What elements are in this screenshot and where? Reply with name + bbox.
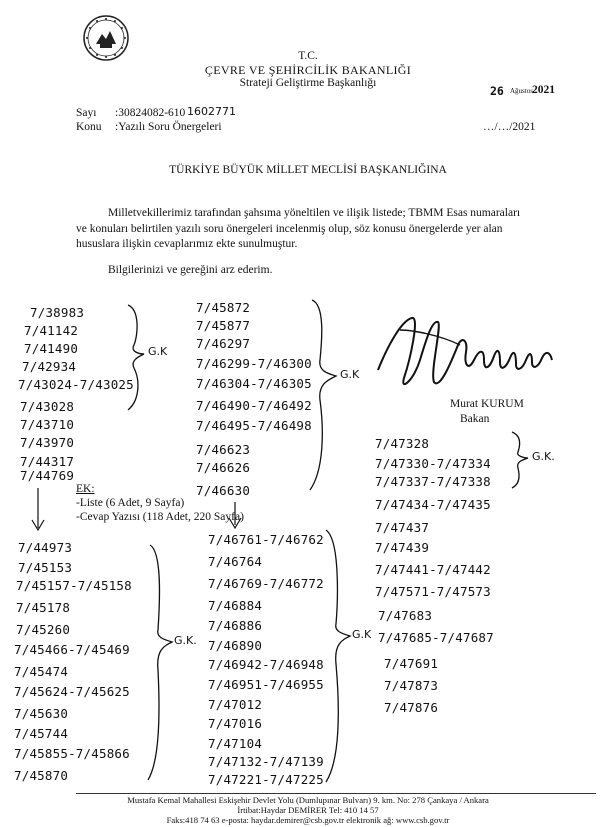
handwritten-entry: 7/47016	[208, 716, 263, 731]
date-stamp-month: Ağustos	[510, 87, 533, 95]
handwritten-entry: 7/45153	[18, 560, 73, 575]
handwritten-entry: 7/38983	[30, 305, 85, 320]
country-heading: T.C.	[298, 50, 318, 62]
footer-address: Mustafa Kemal Mahallesi Eskişehir Devlet Yolu (Dumlupınar Bulvarı) 9. km. No: 278 Çankaya / Ankara	[127, 795, 489, 805]
handwritten-entry: 7/47012	[208, 697, 263, 712]
handwritten-entry: 7/47685-7/47687	[378, 630, 494, 645]
handwritten-entry: 7/47221-7/47225	[208, 772, 324, 787]
handwritten-entry: 7/47104	[208, 736, 263, 751]
handwritten-entry: 7/46304-7/46305	[196, 376, 312, 391]
sayi-value: :30824082-610	[115, 107, 186, 119]
handwritten-entry: 7/47337-7/47338	[375, 474, 491, 489]
handwritten-entry: 7/41142	[24, 323, 79, 338]
attachments-label: EK:	[76, 483, 95, 495]
handwritten-entry: 7/47571-7/47573	[375, 584, 491, 599]
handwritten-entry: 7/43028	[20, 399, 75, 414]
gk-label-1: G.K	[148, 345, 168, 358]
konu-value: :Yazılı Soru Önergeleri	[115, 121, 222, 133]
handwritten-entry: 7/46886	[208, 618, 263, 633]
handwritten-entry: 7/45630	[14, 706, 69, 721]
signatory-title: Bakan	[460, 413, 490, 425]
handwritten-entry: 7/46299-7/46300	[196, 356, 312, 371]
attachment-item-1: -Liste (6 Adet, 9 Sayfa)	[76, 497, 185, 509]
department-heading: Strateji Geliştirme Başkanlığı	[239, 77, 377, 89]
handwritten-entry: 7/43970	[20, 435, 75, 450]
handwritten-entry: 7/45474	[14, 664, 69, 679]
sayi-label: Sayı	[76, 107, 97, 119]
handwritten-entry: 7/47330-7/47334	[375, 456, 491, 471]
handwritten-entry: 7/46761-7/46762	[208, 532, 324, 547]
handwritten-entry: 7/45260	[16, 622, 71, 637]
handwritten-entry: 7/47873	[384, 678, 439, 693]
handwritten-entry: 7/43024-7/43025	[18, 377, 134, 392]
handwritten-entry: 7/46769-7/46772	[208, 576, 324, 591]
body-line-2: ve konuları belirtilen yazılı soru önergeleri incelenmiş olup, söz konusu önergelerde yer alan	[76, 223, 503, 235]
gk-label-2: G.K	[340, 368, 360, 381]
handwritten-entry: 7/46884	[208, 598, 263, 613]
handwritten-entry: 7/47434-7/47435	[375, 497, 491, 512]
sayi-handwritten: 1602771	[187, 105, 236, 118]
handwritten-entry: 7/43710	[20, 417, 75, 432]
handwritten-entry: 7/45466-7/45469	[14, 642, 130, 657]
handwritten-entry: 7/46951-7/46955	[208, 677, 324, 692]
handwritten-entry: 7/46890	[208, 638, 263, 653]
handwritten-entry: 7/42934	[22, 359, 77, 374]
handwritten-entry: 7/47441-7/47442	[375, 562, 491, 577]
handwritten-entry: 7/46495-7/46498	[196, 418, 312, 433]
handwritten-entry: 7/46630	[196, 483, 251, 498]
body-line-3: hususlara ilişkin cevaplarımız ekte sunulmuştur.	[76, 238, 298, 250]
gk-label-4: G.K	[352, 628, 372, 641]
handwritten-entry: 7/44973	[18, 540, 73, 555]
handwritten-entry: 7/47691	[384, 656, 439, 671]
handwritten-entry: 7/45157-7/45158	[16, 578, 132, 593]
signatory-name: Murat KURUM	[450, 398, 524, 410]
handwritten-entry: 7/47683	[378, 608, 433, 623]
handwritten-entry: 7/45877	[196, 318, 251, 333]
handwritten-entry: 7/47132-7/47139	[208, 754, 324, 769]
handwritten-entry: 7/46623	[196, 442, 251, 457]
konu-label: Konu	[76, 121, 102, 133]
handwritten-entry: 7/47437	[375, 520, 430, 535]
handwritten-entry: 7/45855-7/45866	[14, 746, 130, 761]
closing-line: Bilgilerinizi ve gereğini arz ederim.	[108, 264, 273, 276]
gk-label-3: G.K.	[174, 634, 197, 647]
addressee: TÜRKİYE BÜYÜK MİLLET MECLİSİ BAŞKANLIĞINA	[169, 164, 447, 176]
handwritten-entry: 7/47328	[375, 436, 430, 451]
handwritten-entry: 7/45178	[16, 600, 71, 615]
footer-divider	[76, 793, 596, 794]
handwritten-entry: 7/45870	[14, 768, 69, 783]
footer-contact: İrtibat:Haydar DEMİRER Tel: 410 14 57	[237, 805, 379, 815]
handwritten-entry: 7/46297	[196, 336, 251, 351]
handwritten-entry: 7/47876	[384, 700, 439, 715]
gk-label-5: G.K.	[532, 450, 555, 463]
handwritten-entry: 7/45744	[14, 726, 69, 741]
footer-fax: Faks:418 74 63 e-posta: haydar.demirer@csb.gov.tr elektronik ağ: www.csb.gov.tr	[166, 815, 450, 825]
handwritten-entry: 7/41490	[24, 341, 79, 356]
handwritten-entry: 7/46942-7/46948	[208, 657, 324, 672]
handwritten-entry: 7/45624-7/45625	[14, 684, 130, 699]
handwritten-entry: 7/47439	[375, 540, 430, 555]
attachment-item-2: -Cevap Yazısı (118 Adet, 220 Sayfa)	[76, 511, 244, 523]
date-stamp-year: 2021	[532, 84, 555, 96]
body-line-1: Milletvekillerimiz tarafından şahsıma yöneltilen ve ilişik listede; TBMM Esas numaraları	[108, 207, 521, 219]
date-placeholder: …/…/2021	[483, 121, 536, 133]
date-stamp-day: 26	[490, 84, 504, 98]
handwritten-entry: 7/46764	[208, 554, 263, 569]
handwritten-entry: 7/46490-7/46492	[196, 398, 312, 413]
handwritten-entry: 7/44317	[20, 454, 75, 469]
handwritten-entry: 7/44769	[20, 468, 75, 483]
handwritten-entry: 7/46626	[196, 460, 251, 475]
ministry-heading: ÇEVRE VE ŞEHİRCİLİK BAKANLIĞI	[204, 63, 412, 77]
handwritten-entry: 7/45872	[196, 300, 251, 315]
